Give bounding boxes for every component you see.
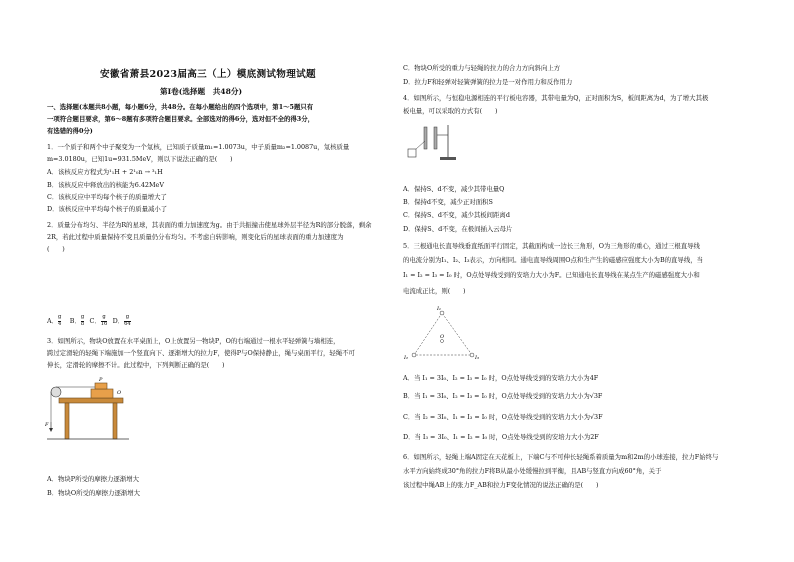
force-arrowhead (49, 428, 53, 432)
capacitor-plate-right (434, 127, 437, 149)
q5-option-a: A．当 I₁ = 3I₀、I₂ = I₃ = I₀ 时，O点处导线受到的安培力大小为4F (403, 374, 599, 382)
q3-option-d: D．拉力F和轻弹对轻簧弹簧的拉力是一对作用力和反作用力 (403, 78, 573, 86)
q2-option-b-label: B． (69, 317, 81, 325)
part-heading: 第Ⅰ卷(选择题 共48分) (160, 87, 243, 96)
section-instructions-3: 有选错的得0分) (47, 127, 93, 135)
q2-option-c-fraction: $\frac{g}{16}$ (100, 314, 108, 327)
q1-option-c: C．该核反应中平均每个核子的质量增大了 (47, 193, 167, 201)
q2-stem-3: ( ) (47, 245, 65, 253)
q4-stem-2: 板电量，可以采取的方式有( ) (403, 107, 498, 115)
label-i2: I₂ (404, 355, 408, 361)
q5-stem-4: 电流成正比，则( ) (403, 287, 466, 295)
q4-option-c: C．保持S、d不变，减少其板间距离d (403, 211, 510, 219)
q1-equation: ¹₁H + 2¹₀n → ³₁H (109, 168, 163, 176)
q2-stem-1: 2．质量分布均匀、半径为R的星球，其表面的重力加速度为g。由于共振撞击使星球外层半径为R的部分脱落，剩余 (47, 221, 372, 229)
q6-stem-2: 水平方向始终成30°角的拉力F将B从最小处缓慢拉到平衡，且AB与竖直方向成60°角，关于 (403, 467, 662, 475)
q2-stem-2: 2R，若此过程中质量保持不变且质量仍分布均匀。不考虑自转影响，则变化后的星球表面的重力加速度为 (47, 233, 344, 241)
label-i3: I₃ (475, 355, 479, 361)
q3-option-c: C．物块O所受的重力与轻绳的拉力的合力方向斜向上方 (403, 64, 561, 72)
q5-stem-2: 的电流分别为I₁、I₂、I₃表示，方向相同。通电直导线周围O点和生产生的磁感应强度大小为B的直导线，当 (403, 256, 703, 264)
q1-stem-1: 1．一个质子和两个中子聚变为一个氚核，已知质子质量m₁=1.0073u，中子质量m₂=1.0087u，氚核质量 (47, 143, 350, 151)
q4-option-b: B．保持d不变，减少正对面积S (403, 198, 493, 206)
q3-figure (45, 376, 130, 446)
q4-stem-1: 4．如图所示，与恒稳电源相连的平行板电容器，其带电量为Q，正对面积为S，板间距离为d，为了增大其极 (403, 94, 709, 102)
capacitor-plate-left (424, 127, 427, 149)
pulley-icon (51, 387, 61, 397)
q5-option-c: C．当 I₂ = 3I₀、I₁ = I₃ = I₀ 时，O点处导线受到的安培力大小为√3F (403, 413, 603, 421)
q3-stem-3: 伸长，定滑轮的摩擦不计。此过程中，下列判断正确的是( ) (47, 361, 225, 369)
q5-figure (400, 303, 490, 365)
page-title: 安徽省萧县2023届高三（上）模底测试物理试题 (100, 69, 316, 80)
q3-stem-2: 跨过定滑轮的轻绳下端施加一个竖直向下、逐渐增大的拉力F，使得P与O保持静止，绳与桌面平行，轻绳不可 (47, 349, 355, 357)
block-o (91, 389, 113, 398)
table-leg-left (65, 403, 69, 439)
q5-option-d: D．当 I₃ = 3I₀、I₁ = I₂ = I₀ 时，O点处导线受到的安培力大小为2F (403, 433, 599, 441)
q5-stem-1: 5．三根通电长直导线垂直纸面平行固定，其截面构成一边长三角形，O为三角形的重心，通过三根直导线 (403, 242, 700, 250)
q2-option-d-label: D． (112, 317, 125, 325)
q6-stem-3: 该过程中绳AB上的张力F_AB和拉力F变化情况的说法正确的是( ) (403, 481, 599, 489)
label-i1: I₁ (437, 306, 441, 312)
label-f: F (45, 422, 49, 428)
q3-stem-1: 3．如图所示，物块O放置在水平桌面上，O上放置另一物块P，O的右端通过一根水平轻弹簧与墙相连， (47, 337, 340, 345)
q1-option-d: D．该核反应中平均每个核子的质量减小了 (47, 205, 168, 213)
label-p: P (99, 377, 103, 383)
q5-option-b: B．当 I₁ = 3I₀、I₂ = I₃ = I₀ 时，O点处导线受到的安培力大小为√3F (403, 392, 603, 400)
block-p (95, 383, 107, 389)
q2-option-c-label: C． (89, 317, 101, 325)
q1-option-a-text: A．该核反应方程式为 (47, 168, 110, 176)
wire-2 (412, 353, 416, 357)
q6-stem-1: 6．如图所示，轻绳上端A固定在天花板上，下端C与不可伸长轻绳系着质量为m和2m的小球连接，拉力F始终与 (403, 453, 719, 461)
label-o: O (117, 390, 122, 396)
table-top (59, 398, 123, 403)
q2-option-a-fraction: $\frac{g}{4}$ (58, 314, 62, 327)
q3-option-a: A．物块P所受的摩擦力逐渐增大 (47, 475, 139, 483)
q2-option-b-fraction: $\frac{g}{8}$ (80, 314, 85, 327)
section-instructions-2: 一项符合题目要求，第6～8题有多项符合题目要求。全部选对的得6分，选对但不全的得3分， (47, 115, 315, 123)
q3-option-b: B．物块O所受的摩擦力逐渐增大 (47, 489, 141, 497)
q4-option-a: A．保持S、d不变，减少其带电量Q (403, 185, 505, 193)
q4-option-d: D．保持S、d不变，在极间插入云母片 (403, 225, 513, 233)
q5-stem-3: I₁ = I₂ = I₃ = I₀ 时，O点处导线受到的安培力大小为F。已知通电长直导线在某点生产的磁感强度大小和 (403, 271, 700, 279)
table-leg-right (113, 403, 117, 439)
electroscope-base (408, 149, 416, 157)
label-o: O (440, 334, 445, 340)
q1-option-a (47, 168, 163, 176)
wire (416, 141, 425, 149)
q1-stem-2: m=3.0180u，已知1u=931.5MeV，则以下说法正确的是( ) (47, 155, 233, 163)
q2-option-d-fraction: $\frac{g}{64}$ (124, 314, 131, 327)
q1-option-b: B．该核反应中释放出的核能为6.42MeV (47, 181, 164, 189)
wire-3 (470, 353, 474, 357)
q2-option-a-label: A． (47, 317, 59, 325)
q4-figure (404, 121, 464, 163)
q2-options (47, 314, 131, 328)
section-instructions-1: 一、选择题(本题共8小题，每小题6分，共48分。在每小题给出的四个选项中，第1～5题只有 (47, 103, 314, 111)
stand-base (440, 157, 456, 160)
